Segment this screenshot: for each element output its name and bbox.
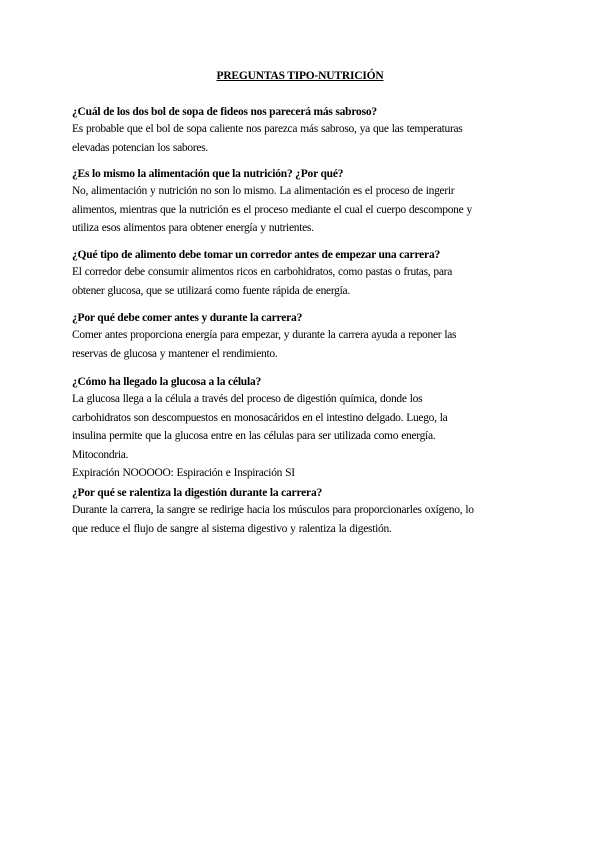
qa-section-1 bbox=[72, 104, 528, 157]
answer-2-line-2: alimentos, mientras que la nutrición es el proceso mediante el cual el cuerpo descompone y bbox=[72, 203, 472, 216]
answer-1-line-1: Es probable que el bol de sopa caliente nos parezca más sabroso, ya que las temperaturas bbox=[72, 123, 463, 135]
qa-section-2 bbox=[72, 166, 528, 238]
qa-section-3 bbox=[72, 247, 528, 300]
answer-5-line-4: Mitocondria. bbox=[72, 448, 129, 461]
answer-1-line-2: elevadas potencian los sabores. bbox=[72, 141, 208, 154]
question-2: ¿Es lo mismo la alimentación que la nutrición? ¿Por qué? bbox=[72, 168, 344, 180]
question-1: ¿Cuál de los dos bol de sopa de fideos nos parecerá más sabroso? bbox=[72, 106, 377, 118]
answer-2-line-3: utiliza esos alimentos para obtener energía y nutrientes. bbox=[72, 222, 314, 234]
answer-2-line-1: No, alimentación y nutrición no son lo mismo. La alimentación es el proceso de ingerir bbox=[72, 185, 455, 197]
qa-section-5 bbox=[72, 374, 528, 483]
answer-5-line-2: carbohidratos son descompuestos en monosacáridos en el intestino delgado. Luego, la bbox=[72, 411, 448, 424]
answer-5-line-3: insulina permite que la glucosa entre en las células para ser utilizada como energía. bbox=[72, 430, 436, 442]
answer-3-line-1: El corredor debe consumir alimentos ricos en carbohidratos, como pastas o frutas, para bbox=[72, 266, 453, 278]
question-4: ¿Por qué debe comer antes y durante la carrera? bbox=[72, 312, 303, 324]
answer-6-line-1: Durante la carrera, la sangre se redirige hacia los músculos para proporcionarles oxígeno, lo bbox=[72, 504, 474, 516]
answer-6-line-2: que reduce el flujo de sangre al sistema digestivo y ralentiza la digestión. bbox=[72, 522, 392, 535]
qa-section-4 bbox=[72, 310, 528, 363]
question-6: ¿Por qué se ralentiza la digestión durante la carrera? bbox=[72, 487, 323, 499]
answer-5-line-5: Expiración NOOOOO: Espiración e Inspiración SI bbox=[72, 467, 295, 479]
answer-3-line-2: obtener glucosa, que se utilizará como fuente rápida de energía. bbox=[72, 284, 350, 297]
answer-4-line-2: reservas de glucosa y mantener el rendimiento. bbox=[72, 347, 278, 360]
answer-4-line-1: Comer antes proporciona energía para empezar, y durante la carrera ayuda a reponer las bbox=[72, 329, 457, 341]
qa-section-6 bbox=[72, 485, 528, 538]
question-5: ¿Cómo ha llegado la glucosa a la célula? bbox=[72, 376, 262, 388]
document-title: PREGUNTAS TIPO-NUTRICIÓN bbox=[216, 70, 384, 82]
answer-5-line-1: La glucosa llega a la célula a través del proceso de digestión química, donde los bbox=[72, 393, 423, 405]
question-3: ¿Qué tipo de alimento debe tomar un corredor antes de empezar una carrera? bbox=[72, 249, 441, 261]
